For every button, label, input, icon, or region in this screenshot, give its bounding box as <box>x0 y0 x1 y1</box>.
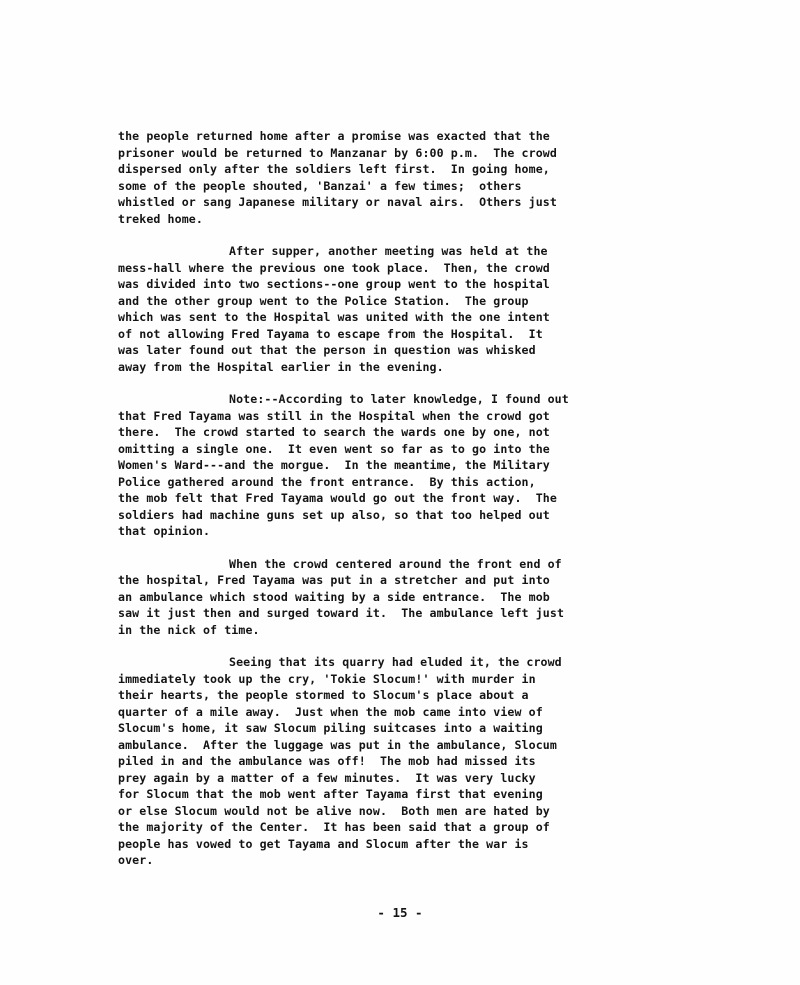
text-line: omitting a single one. It even went so far as to go into the <box>118 441 550 456</box>
text-line: treked home. <box>118 211 203 226</box>
text-line: mess-hall where the previous one took place. Then, the crowd <box>118 260 550 275</box>
text-line: was later found out that the person in question was whisked <box>118 343 536 357</box>
text-line: which was sent to the Hospital was united with the one intent <box>118 310 550 324</box>
text-line: the majority of the Center. It has been said that a group of <box>118 820 550 834</box>
text-line: away from the Hospital earlier in the evening. <box>118 359 444 374</box>
paragraph-5 <box>118 654 638 869</box>
text-line: the mob felt that Fred Tayama would go out the front way. The <box>118 491 557 505</box>
text-line: dispersed only after the soldiers left first. In going home, <box>118 162 550 176</box>
text-line: Slocum's home, it saw Slocum piling suitcases into a waiting <box>118 721 543 735</box>
text-line: prey again by a matter of a few minutes. It was very lucky <box>118 770 536 785</box>
text-line: for Slocum that the mob went after Tayama first that evening <box>118 787 543 801</box>
text-line: When the crowd centered around the front end of <box>229 556 562 571</box>
text-line: over. <box>118 853 154 867</box>
text-line: that Fred Tayama was still in the Hospital when the crowd got <box>118 408 550 423</box>
paragraph-2 <box>118 243 638 375</box>
page-number: - 15 - <box>377 905 423 920</box>
text-line: prisoner would be returned to Manzanar by 6:00 p.m. The crowd <box>118 145 557 160</box>
text-line: people has vowed to get Tayama and Slocum after the war is <box>118 836 529 851</box>
text-line: Police gathered around the front entrance. By this action, <box>118 474 536 489</box>
text-line: Seeing that its quarry had eluded it, the crowd <box>229 655 562 669</box>
text-line: there. The crowd started to search the wards one by one, not <box>118 425 550 439</box>
document-body <box>118 128 638 885</box>
text-line: their hearts, the people stormed to Slocum's place about a <box>118 688 529 702</box>
text-line: an ambulance which stood waiting by a side entrance. The mob <box>118 589 550 604</box>
paragraph-3 <box>118 391 638 540</box>
text-line: ambulance. After the luggage was put in the ambulance, Slocum <box>118 737 557 752</box>
text-line: saw it just then and surged toward it. The ambulance left just <box>118 606 565 620</box>
paragraph-1 <box>118 128 638 227</box>
text-line: whistled or sang Japanese military or naval airs. Others just <box>118 195 557 209</box>
text-line: quarter of a mile away. Just when the mob came into view of <box>118 704 543 719</box>
text-line: and the other group went to the Police Station. The group <box>118 293 529 308</box>
text-line: piled in and the ambulance was off! The mob had missed its <box>118 754 536 768</box>
paragraph-4 <box>118 556 638 639</box>
text-line: in the nick of time. <box>118 622 260 637</box>
text-line: was divided into two sections--one group went to the hospital <box>118 277 550 291</box>
text-line: After supper, another meeting was held at the <box>229 244 548 258</box>
text-line: or else Slocum would not be alive now. Both men are hated by <box>118 803 550 818</box>
text-line: that opinion. <box>118 524 211 538</box>
text-line: the people returned home after a promise was exacted that the <box>118 129 550 143</box>
text-line: some of the people shouted, 'Banzai' a few times; others <box>118 178 522 193</box>
text-line: of not allowing Fred Tayama to escape from the Hospital. It <box>118 326 543 341</box>
text-line: the hospital, Fred Tayama was put in a stretcher and put into <box>118 573 550 587</box>
text-line: soldiers had machine guns set up also, so that too helped out <box>118 507 550 522</box>
text-line: immediately took up the cry, 'Tokie Slocum!' with murder in <box>118 671 536 686</box>
text-line: Note:--According to later knowledge, I found out <box>229 392 569 406</box>
text-line: Women's Ward---and the morgue. In the meantime, the Military <box>118 458 550 472</box>
